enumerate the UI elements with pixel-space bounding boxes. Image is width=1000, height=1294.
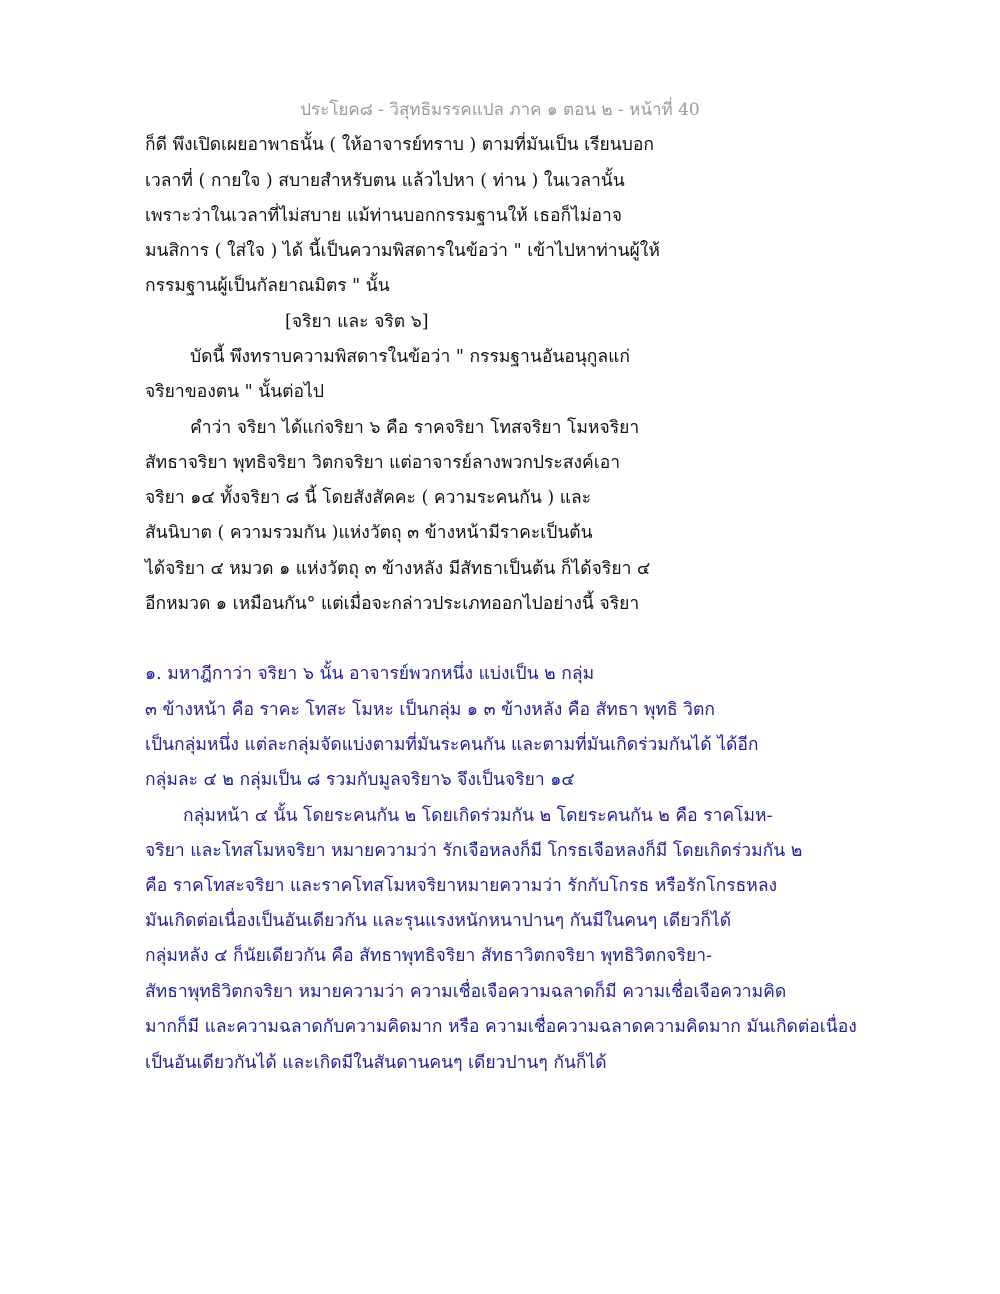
text-line: ได้จริยา ๔ หมวด ๑ แห่งวัตถุ ๓ ข้างหลัง มีสัทธาเป็นต้น ก็ได้จริยา ๔ — [145, 559, 651, 579]
footnote-line: ๓ ข้างหน้า คือ ราคะ โทสะ โมหะ เป็นกลุ่ม ๑ ๓ ข้างหลัง คือ สัทธา พุทธิ วิตก — [145, 700, 715, 720]
text-line: เวลาที่ ( กายใจ ) สบายสำหรับตน แล้วไปหา ( ท่าน ) ในเวลานั้น — [145, 171, 625, 191]
text-line: อีกหมวด ๑ เหมือนกัน° แต่เมื่อจะกล่าวประเภทออกไปอย่างนี้ จริยา — [145, 594, 640, 614]
section-heading: [จริยา และ จริต ๖] — [285, 312, 429, 332]
footnote-line: จริยา และโทสโมหจริยา หมายความว่า รักเจือหลงก็มี โกรธเจือหลงก็มี โดยเกิดร่วมกัน ๒ — [145, 841, 803, 861]
text-line: มนสิการ ( ใส่ใจ ) ได้ นี้เป็นความพิสดารในข้อว่า " เข้าไปหาท่านผู้ให้ — [145, 241, 660, 261]
text-line: สันนิบาต ( ความรวมกัน )แห่งวัตถุ ๓ ข้างหน้ามีราคะเป็นต้น — [145, 523, 593, 543]
text-line: กรรมฐานผู้เป็นกัลยาณมิตร " นั้น — [145, 276, 390, 296]
text-line: สัทธาจริยา พุทธิจริยา วิตกจริยา แต่อาจารย์ลางพวกประสงค์เอา — [145, 453, 621, 473]
footnote-line: ๑. มหาฎีกาว่า จริยา ๖ นั้น อาจารย์พวกหนึ่ง แบ่งเป็น ๒ กลุ่ม — [145, 664, 595, 684]
text-line: จริยา ๑๔ ทั้งจริยา ๘ นี้ โดยสังสัคคะ ( ความระคนกัน ) และ — [145, 488, 592, 508]
footnote-line: กลุ่มหน้า ๔ นั้น โดยระคนกัน ๒ โดยเกิดร่วมกัน ๒ โดยระคนกัน ๒ คือ ราคโมห- — [183, 806, 773, 826]
text-line: เพราะว่าในเวลาที่ไม่สบาย แม้ท่านบอกกรรมฐานให้ เธอก็ไม่อาจ — [145, 206, 623, 226]
footnote-line: มากก็มี และความฉลาดกับความคิดมาก หรือ ความเชื่อความฉลาดความคิดมาก มันเกิดต่อเนื่อง — [145, 1017, 857, 1037]
footnote-line: คือ ราคโทสะจริยา และราคโทสโมหจริยาหมายความว่า รักกับโกรธ หรือรักโกรธหลง — [145, 876, 778, 896]
text-line: คำว่า จริยา ได้แก่จริยา ๖ คือ ราคจริยา โทสจริยา โมหจริยา — [190, 418, 640, 438]
running-header: ประโยค๘ - วิสุทธิมรรคแปล ภาค ๑ ตอน ๒ - หน้าที่ 40 — [300, 100, 700, 120]
text-line: ก็ดี พึงเปิดเผยอาพาธนั้น ( ให้อาจารย์ทราบ ) ตามที่มันเป็น เรียนบอก — [145, 135, 654, 155]
footnote-line: กลุ่มละ ๔ ๒ กลุ่มเป็น ๘ รวมกับมูลจริยา๖ จึงเป็นจริยา ๑๔ — [145, 770, 575, 790]
text-line: จริยาของตน " นั้นต่อไป — [145, 382, 324, 402]
footnote-line: มันเกิดต่อเนื่องเป็นอันเดียวกัน และรุนแรงหนักหนาปานๆ กันมีในคนๆ เดียวก็ได้ — [145, 911, 732, 931]
text-line: บัดนี้ พึงทราบความพิสดารในข้อว่า " กรรมฐานอันอนุกูลแก่ — [190, 347, 630, 367]
footnote-line: เป็นกลุ่มหนึ่ง แต่ละกลุ่มจัดแบ่งตามที่มันระคนกัน และตามที่มันเกิดร่วมกันได้ ได้อีก — [145, 735, 759, 755]
footnote-line: กลุ่มหลัง ๔ ก็นัยเดียวกัน คือ สัทธาพุทธิจริยา สัทธาวิตกจริยา พุทธิวิตกจริยา- — [145, 946, 712, 966]
footnote-line: เป็นอันเดียวกันได้ และเกิดมีในสันดานคนๆ เดียวปานๆ กันก็ได้ — [145, 1053, 607, 1073]
footnote-line: สัทธาพุทธิวิตกจริยา หมายความว่า ความเชื่อเจือความฉลาดก็มี ความเชื่อเจือความคิด — [145, 982, 787, 1002]
